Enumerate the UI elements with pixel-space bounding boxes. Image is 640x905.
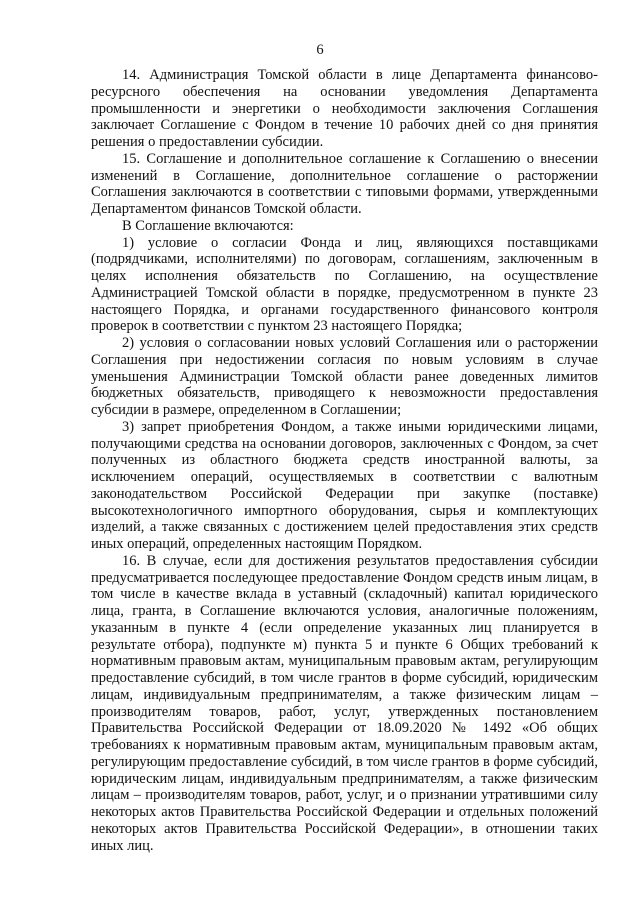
paragraph-15: 15. Соглашение и дополнительное соглашение к Соглашению о внесении изменений в Соглашение, дополнительное соглашение о расторжении Соглашения заключаются в соответствии с типовыми формами, утвержденными Департаментом финансов Томской области. bbox=[91, 150, 598, 217]
page-number: 6 bbox=[316, 42, 324, 58]
document-body bbox=[91, 67, 598, 854]
paragraph-item-1: 1) условие о согласии Фонда и лиц, являющихся поставщиками (подрядчиками, исполнителями) по договорам, соглашениям, заключенным в целях исполнения обязательств по Соглашению, на осуществление Администрацией Томской области в порядке, предусмотренном в пункте 23 настоящего Порядка, и органами государственного финансового контроля проверок в соответствии с пунктом 23 настоящего Порядка; bbox=[91, 234, 598, 335]
paragraph-16: 16. В случае, если для достижения результатов предоставления субсидии предусматривается последующее предоставление Фондом средств иным лицам, в том числе в качестве вклада в уставный (складочный) капитал юридического лица, гранта, в Соглашение включаются условия, аналогичные положениям, указанным в пункте 4 (если определение указанных лиц планируется в результате отбора), подпункте м) пункта 5 и пункте 6 Общих требований к нормативным правовым актам, муниципальным правовым актам, регулирующим предоставление субсидий, в том числе грантов в форме субсидий, юридическим лицам, индивидуальным предпринимателям, а также физическим лицам – производителям товаров, работ, услуг, утвержденных постановлением Правительства Российской Федерации от 18.09.2020 № 1492 «Об общих требованиях к нормативным правовым актам, муниципальным правовым актам, регулирующим предоставление субсидий, в том числе грантов в форме субсидий, юридическим лицам, индивидуальным предпринимателям, а также физическим лицам – производителям товаров, работ, услуг, и о признании утратившими силу некоторых актов Правительства Российской Федерации и отдельных положений некоторых актов Правительства Российской Федерации», в отношении таких иных лиц. bbox=[91, 552, 598, 854]
paragraph-agreement-includes: В Соглашение включаются: bbox=[122, 217, 294, 234]
paragraph-item-3: 3) запрет приобретения Фондом, а также иными юридическими лицами, получающими средства на основании договоров, заключенных с Фондом, за счет полученных из областного бюджета средств иностранной валюты, за исключением операций, осуществляемых в соответствии с валютным законодательством Российской Федерации при закупке (поставке) высокотехнологичного импортного оборудования, сырья и комплектующих изделий, а также связанных с достижением целей предоставления этих средств иных операций, определенных настоящим Порядком. bbox=[91, 418, 598, 552]
paragraph-item-2: 2) условия о согласовании новых условий Соглашения или о расторжении Соглашения при недостижении согласия по новым условиям в случае уменьшения Администрации Томской области ранее доведенных лимитов бюджетных обязательств, приводящего к невозможности предоставления субсидии в размере, определенном в Соглашении; bbox=[91, 335, 598, 418]
paragraph-14: 14. Администрация Томской области в лице Департамента финансово-ресурсного обеспечения на основании уведомления Департамента промышленности и энергетики о необходимости заключения Соглашения заключает Соглашение с Фондом в течение 10 рабочих дней со дня принятия решения о предоставлении субсидии. bbox=[91, 67, 598, 150]
